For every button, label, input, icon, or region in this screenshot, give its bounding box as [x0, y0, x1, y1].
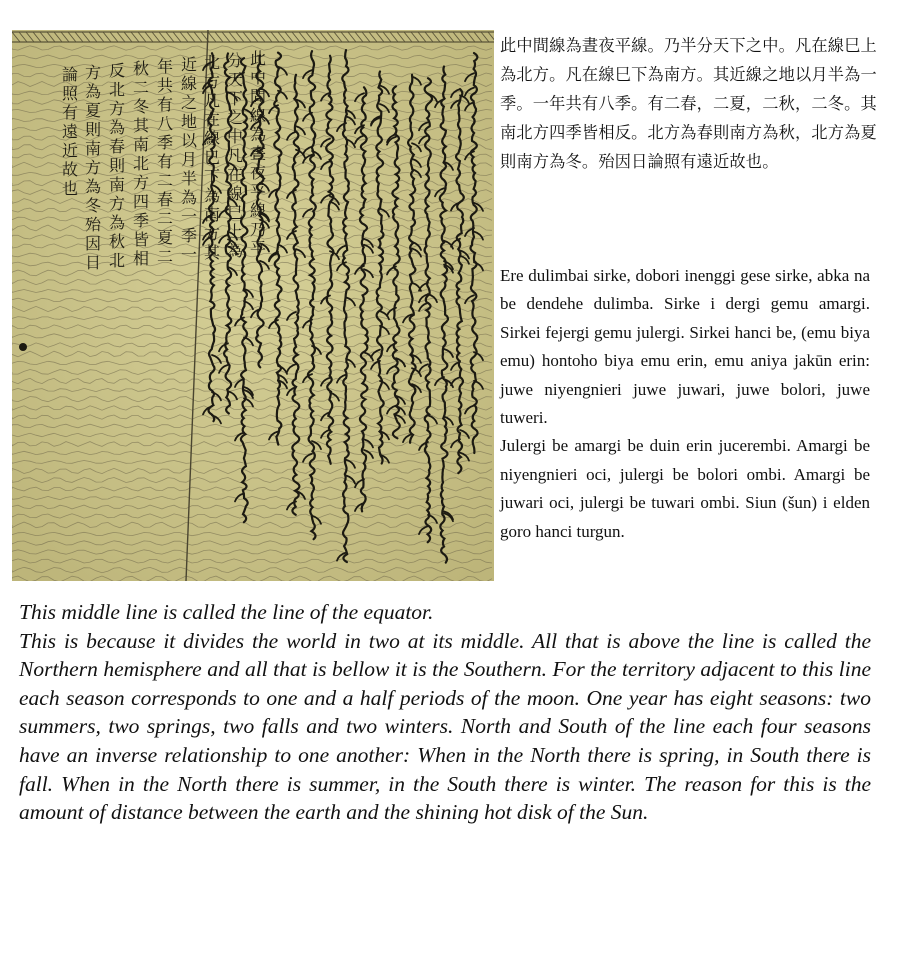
manuscript-chinese-char: 年	[156, 57, 174, 76]
manuscript-chinese-char: 北	[132, 154, 150, 173]
manuscript-chinese-char: 冬	[84, 196, 102, 215]
manuscript-chinese-char: 月	[180, 150, 198, 169]
manuscript-chinese-char: 秋	[108, 232, 126, 251]
manuscript-chinese-char: 南	[203, 205, 221, 224]
manuscript-chinese-char: 相	[132, 249, 150, 268]
manuscript-chinese-char: 半	[180, 169, 198, 188]
manuscript-chinese-char: 有	[156, 95, 174, 114]
manuscript-chinese-char: 中	[249, 68, 267, 87]
manuscript-chinese-char: 平	[249, 239, 267, 258]
chinese-script-columns	[62, 49, 266, 272]
manuscript-chinese-char: 則	[108, 156, 126, 175]
manuscript-chinese-char: 故	[61, 160, 79, 179]
manuscript-chinese-char: 南	[108, 175, 126, 194]
romanization-paragraph-2: Julergi be amargi be duin erin jucerembi. Amargi be niyengnieri oci, julergi be bolori ombi. Amargi be juwari oci, julergi be tuwari ombi. Siun (šun) i elden goro hanci turgun.	[500, 436, 870, 541]
manuscript-chinese-char: 一	[180, 245, 198, 264]
manuscript-chinese-char: 方	[132, 173, 150, 192]
manuscript-chinese-char: 春	[108, 137, 126, 156]
manuscript-chinese-char: 一	[180, 207, 198, 226]
manuscript-chinese-char: 為	[226, 241, 244, 260]
manuscript-chinese-char: 分	[226, 51, 244, 70]
manuscript-chinese-char: 論	[61, 65, 79, 84]
manuscript-chinese-char: 四	[132, 192, 150, 211]
manuscript-chinese-char: 平	[249, 182, 267, 201]
manuscript-chinese-char: 季	[180, 226, 198, 245]
translation-title-line: This middle line is called the line of the equator.	[19, 600, 434, 624]
manuscript-chinese-char: 皆	[132, 230, 150, 249]
manuscript-chinese-char: 也	[61, 179, 79, 198]
manuscript-chinese-char: 其	[132, 116, 150, 135]
manuscript-chinese-char: 南	[132, 135, 150, 154]
manuscript-chinese-char: 近	[61, 141, 79, 160]
manuscript-chinese-char: 在	[203, 110, 221, 129]
manuscript-chinese-char: 凡	[226, 146, 244, 165]
manuscript-chinese-char: 為	[249, 125, 267, 144]
manuscript-chinese-char: 夜	[249, 163, 267, 182]
manuscript-chinese-char: 天	[226, 70, 244, 89]
manuscript-chinese-char: 冬	[132, 97, 150, 116]
manuscript-chinese-char: 北	[108, 251, 126, 270]
manuscript-chinese-char: 上	[226, 222, 244, 241]
manuscript-chinese-char: 季	[156, 133, 174, 152]
manuscript-photo	[12, 30, 494, 581]
manuscript-chinese-char: 南	[84, 139, 102, 158]
manuscript-chinese-char: 巳	[203, 148, 221, 167]
manuscript-chinese-char: 下	[226, 89, 244, 108]
manuscript-chinese-char: 方	[203, 224, 221, 243]
manuscript-chinese-char: 線	[249, 201, 267, 220]
manuscript-chinese-char: 有	[61, 103, 79, 122]
translation-paragraph: This is because it divides the world in two at its middle. All that is above the line is called the Northern hemisphere and all that is bellow it is the Southern. For the territory adjacent to this line each season corresponds to one and a half periods of the moon. One year has eight seasons: two summers, two springs, two falls and two winters. North and South of the line each four seasons have an inverse relationship to one another: When in the North there is spring, in South there is fall. When in the North there is summer, in the South there is winter. The reason for this is the amount of distance between the earth and the shining hot disk of the Sun.	[19, 628, 871, 825]
manuscript-chinese-char: 為	[108, 213, 126, 232]
manuscript-chinese-char: 日	[84, 253, 102, 272]
manuscript-chinese-char: 線	[203, 129, 221, 148]
manuscript-chinese-char: 為	[84, 177, 102, 196]
manuscript-chinese-char: 共	[156, 76, 174, 95]
manuscript-chinese-char: 其	[203, 243, 221, 262]
manuscript-chinese-char: 以	[180, 131, 198, 150]
manuscript-chinese-char: 夏	[84, 101, 102, 120]
manuscript-chinese-char: 之	[226, 108, 244, 127]
manuscript-chinese-char: 近	[180, 55, 198, 74]
manuscript-chinese-char: 之	[180, 93, 198, 112]
manuscript-chinese-char: 因	[84, 234, 102, 253]
manuscript-chinese-char: 巳	[226, 203, 244, 222]
manuscript-chinese-char: 方	[108, 194, 126, 213]
manuscript-chinese-char: 為	[203, 186, 221, 205]
manuscript-chinese-char: 乃	[249, 220, 267, 239]
manuscript-chinese-char: 有	[156, 152, 174, 171]
manuscript-chinese-char: 二	[156, 171, 174, 190]
manuscript-chinese-char: 方	[108, 99, 126, 118]
manuscript-chinese-char: 八	[156, 114, 174, 133]
romanization-paragraph-1: Ere dulimbai sirke, dobori inenggi gese sirke, abka na be dendehe dulimba. Sirke i dergi gemu amargi. Sirkei fejergi gemu julergi. Sirkei hanci be, (emu biya emu) hontoho biya emu erin, emu aniya jakūn erin: juwe niyengnieri juwe juwari, juwe bolori, juwe tuweri.	[500, 266, 870, 428]
manuscript-chinese-char: 遠	[61, 122, 79, 141]
manuscript-chinese-char: 夏	[156, 228, 174, 247]
manuscript-chinese-char: 方	[84, 63, 102, 82]
manuscript-chinese-char: 春	[156, 190, 174, 209]
ink-spot	[19, 343, 27, 351]
manuscript-chinese-char: 方	[203, 72, 221, 91]
manuscript-chinese-char: 則	[84, 120, 102, 139]
manuscript-chinese-char: 反	[108, 61, 126, 80]
chinese-transcription: 此中間線為晝夜平線。乃半分天下之中。凡在線巳上為北方。凡在線巳下為南方。其近線之地以月半為一季。一年共有八季。有二春，二夏，二秋，二冬。其南北方四季皆相反。北方為春則南方為秋，北方為夏則南方為冬。殆因日論照有遠近故也。	[500, 36, 877, 171]
manuscript-chinese-char: 方	[84, 158, 102, 177]
manuscript-chinese-char: 二	[156, 247, 174, 266]
manuscript-chinese-char: 二	[132, 78, 150, 97]
manuscript-chinese-char: 秋	[132, 59, 150, 78]
manuscript-chinese-char: 為	[108, 118, 126, 137]
english-translation	[19, 598, 871, 827]
manuscript-chinese-char: 照	[61, 84, 79, 103]
manchu-romanization	[500, 262, 870, 546]
manuscript-chinese-char: 線	[226, 184, 244, 203]
manuscript-chinese-char: 北	[203, 53, 221, 72]
manuscript-chinese-char: 殆	[84, 215, 102, 234]
manuscript-chinese-char: 北	[108, 80, 126, 99]
manuscript-chinese-char: 為	[84, 82, 102, 101]
manuscript-chinese-char: 線	[249, 106, 267, 125]
manuscript-chinese-char: 中	[226, 127, 244, 146]
manuscript-chinese-char: 線	[180, 74, 198, 93]
manuscript-chinese-char: 在	[226, 165, 244, 184]
manuscript-chinese-char: 二	[156, 209, 174, 228]
manuscript-chinese-char: 為	[180, 188, 198, 207]
manuscript-chinese-char: 間	[249, 87, 267, 106]
manuscript-chinese-char: 下	[203, 167, 221, 186]
manuscript-chinese-char: 晝	[249, 144, 267, 163]
manuscript-chinese-char: 地	[180, 112, 198, 131]
manuscript-chinese-char: 凡	[203, 91, 221, 110]
manuscript-chinese-char: 此	[249, 49, 267, 68]
manuscript-chinese-char: 季	[132, 211, 150, 230]
